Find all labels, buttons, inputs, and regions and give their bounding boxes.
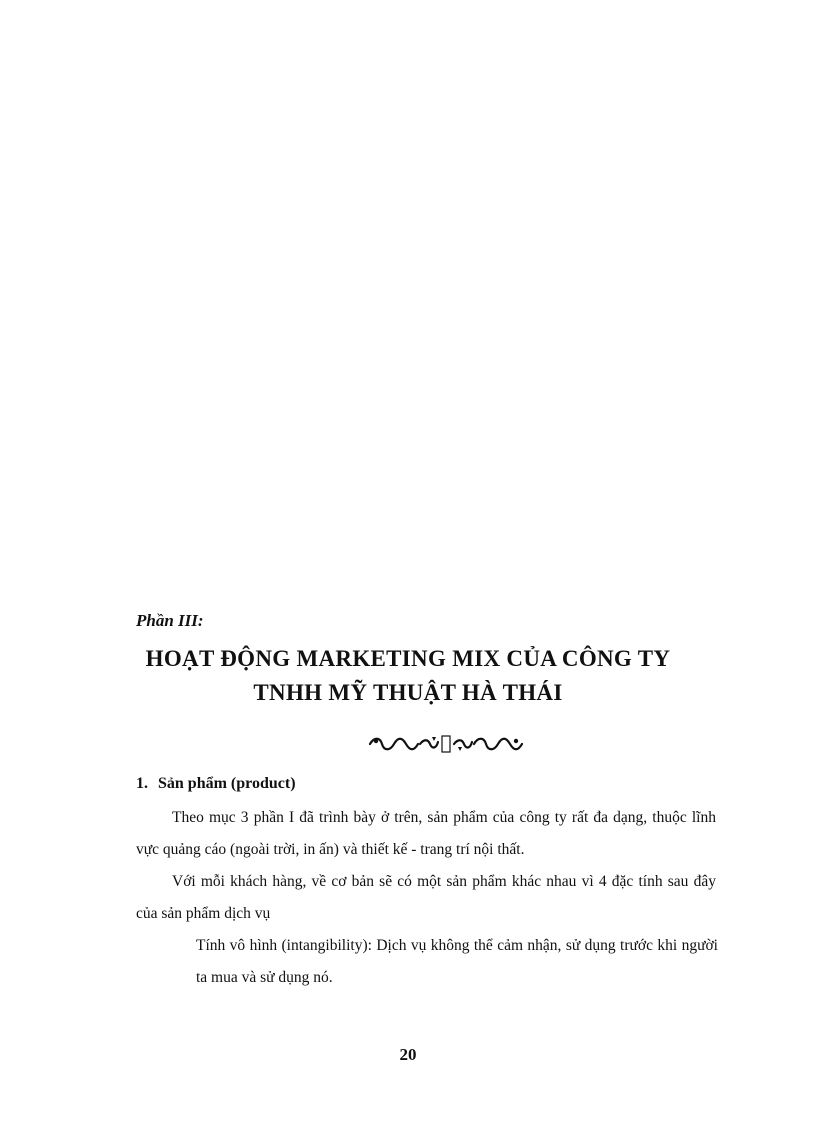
document-title-line-1: HOẠT ĐỘNG MARKETING MIX CỦA CÔNG TY xyxy=(145,646,671,671)
page-number: 20 xyxy=(399,1045,417,1064)
section-number: 1. xyxy=(136,775,148,792)
paragraph-2: Với mỗi khách hàng, về cơ bản sẽ có một sản phẩm khác nhau vì 4 đặc tính sau đây của sản phẩm dịch vụ xyxy=(136,873,716,922)
section-title: Sản phẩm (product) xyxy=(158,775,296,792)
section-heading xyxy=(136,775,296,793)
document-title-line-2: TNHH MỸ THUẬT HÀ THÁI xyxy=(253,680,563,705)
part-label: Phần III: xyxy=(136,611,204,630)
paragraph-3: Tính vô hình (intangibility): Dịch vụ không thể cảm nhận, sử dụng trước khi người ta mua và sử dụng nó. xyxy=(196,937,718,986)
paragraph-1: Theo mục 3 phần I đã trình bày ở trên, sản phẩm của công ty rất đa dạng, thuộc lĩnh vực quảng cáo (ngoài trời, in ấn) và thiết kế - trang trí nội thất. xyxy=(136,809,716,858)
decorative-divider-icon xyxy=(366,733,526,755)
